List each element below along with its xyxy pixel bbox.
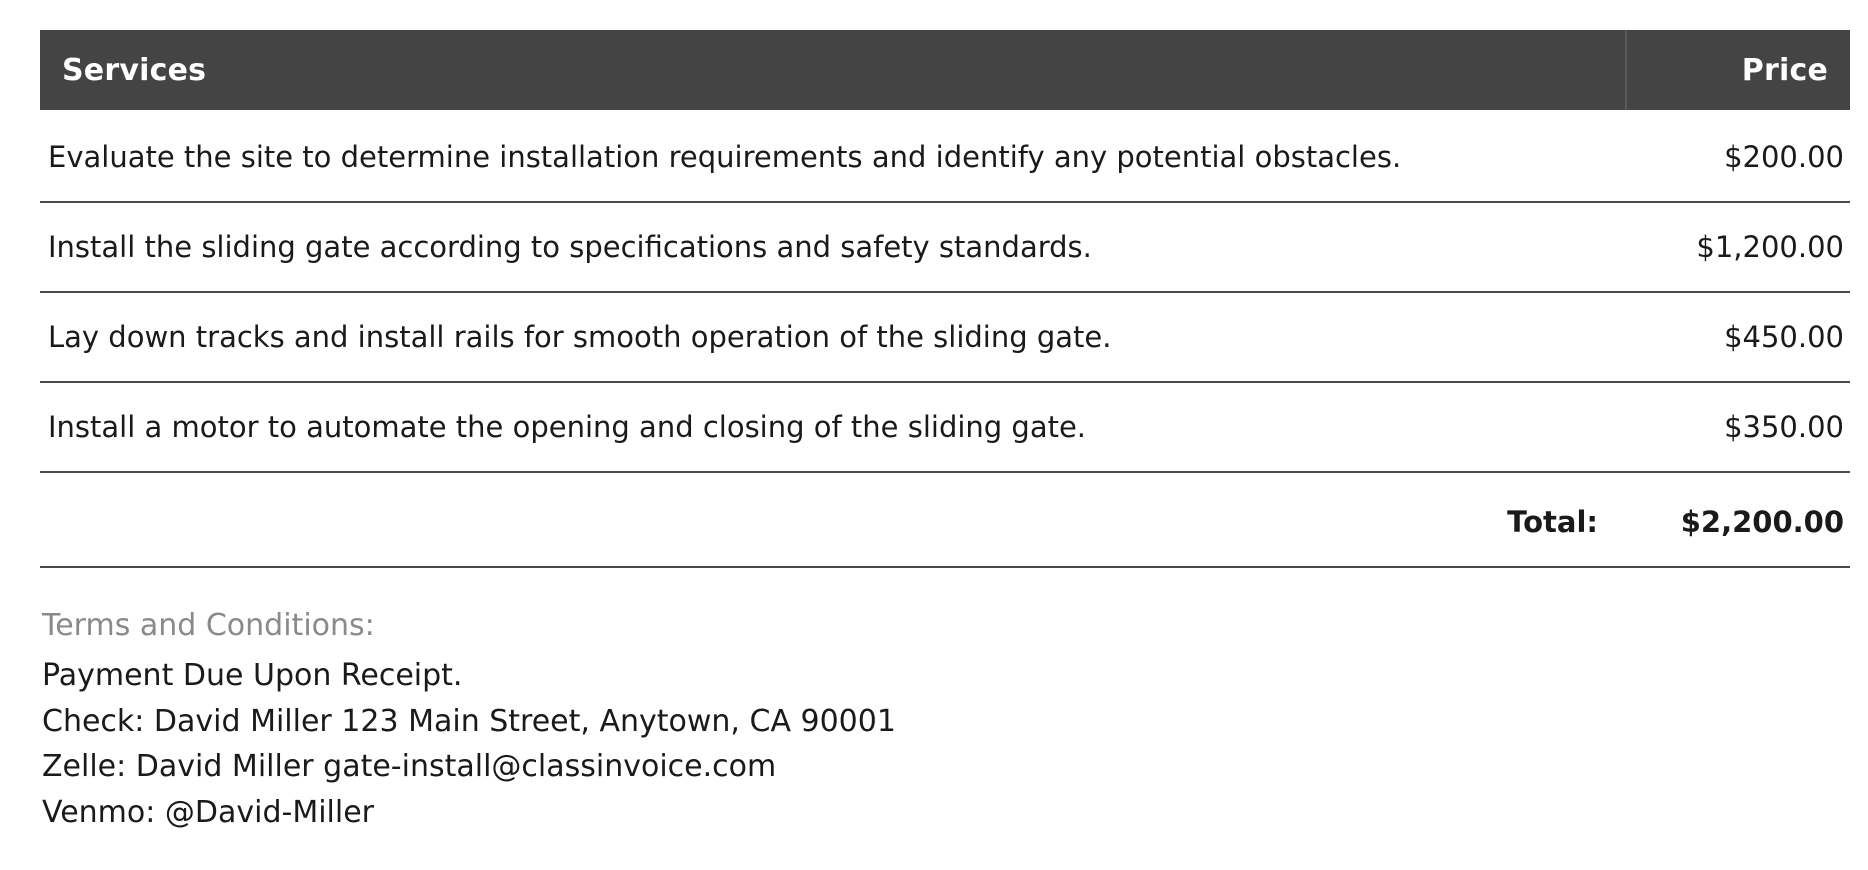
service-price: $1,200.00 bbox=[1626, 202, 1850, 292]
total-label: Total: bbox=[40, 472, 1626, 567]
terms-title: Terms and Conditions: bbox=[42, 608, 375, 643]
service-price: $450.00 bbox=[1626, 292, 1850, 382]
terms-line: Venmo: @David-Miller bbox=[42, 794, 375, 830]
terms-line: Payment Due Upon Receipt. bbox=[42, 658, 463, 693]
column-header-services: Services bbox=[40, 30, 1626, 110]
column-header-price: Price bbox=[1626, 30, 1850, 110]
service-price: $350.00 bbox=[1626, 382, 1850, 472]
service-description: Evaluate the site to determine installation requirements and identify any potential obstacles. bbox=[40, 110, 1626, 202]
table-header-row bbox=[40, 30, 1850, 110]
table-header bbox=[40, 30, 1850, 110]
table-row bbox=[40, 382, 1850, 472]
services-price-table bbox=[40, 30, 1850, 568]
table-row bbox=[40, 292, 1850, 382]
total-amount: $2,200.00 bbox=[1626, 472, 1850, 567]
service-price: $200.00 bbox=[1626, 110, 1850, 202]
table-body bbox=[40, 110, 1850, 567]
service-description: Install the sliding gate according to specifications and safety standards. bbox=[40, 202, 1626, 292]
service-description: Lay down tracks and install rails for smooth operation of the sliding gate. bbox=[40, 292, 1626, 382]
service-description: Install a motor to automate the opening and closing of the sliding gate. bbox=[40, 382, 1626, 472]
table-row bbox=[40, 202, 1850, 292]
terms-line: Zelle: David Miller gate-install@classinvoice.com bbox=[42, 749, 777, 785]
total-row bbox=[40, 472, 1850, 567]
terms-line: Check: David Miller 123 Main Street, Anytown, CA 90001 bbox=[42, 703, 896, 739]
terms-and-conditions-section bbox=[40, 608, 1828, 835]
table-row bbox=[40, 110, 1850, 202]
